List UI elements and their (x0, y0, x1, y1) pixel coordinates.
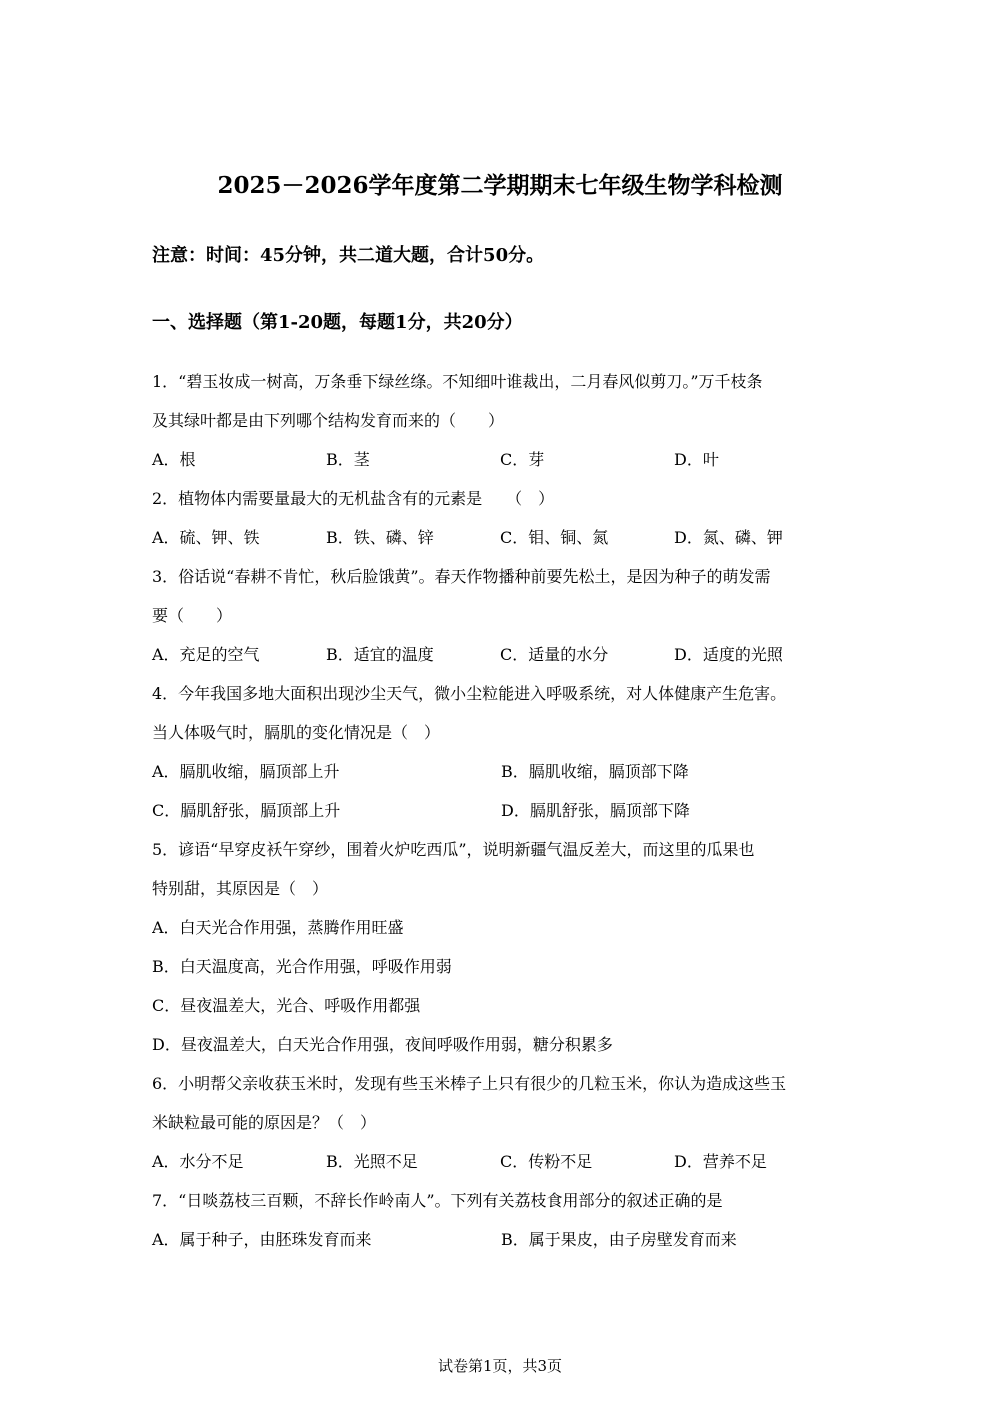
question-4-options-row2 (152, 791, 852, 830)
option-b: B．光照不足 (326, 1152, 418, 1171)
question-7-options (152, 1220, 852, 1259)
question-1-stem-cont: 及其绿叶都是由下列哪个结构发育而来的（ ） (152, 411, 505, 430)
option-a: A．膈肌收缩，膈顶部上升 (152, 762, 340, 781)
option-a: A．充足的空气 (152, 645, 260, 664)
question-1-stem: 1．“碧玉妆成一树高，万条垂下绿丝绦。不知细叶谁裁出，二月春风似剪刀。”万千枝条 (152, 372, 763, 391)
option-d: D．适度的光照 (674, 645, 783, 664)
question-6-stem: 6．小明帮父亲收获玉米时，发现有些玉米棒子上只有很少的几粒玉米，你认为造成这些玉 (152, 1074, 787, 1093)
option-c: C．钼、铜、氮 (500, 528, 609, 547)
option-d: D．昼夜温差大，白天光合作用强，夜间呼吸作用弱，糖分积累多 (152, 1035, 613, 1054)
option-b: B．适宜的温度 (326, 645, 434, 664)
option-d: D．氮、磷、钾 (674, 528, 783, 547)
question-4-stem: 4．今年我国多地大面积出现沙尘天气，微小尘粒能进入呼吸系统，对人体健康产生危害。 (152, 684, 787, 703)
page-footer: 试卷第1页，共3页 (437, 1357, 563, 1375)
option-b: B．白天温度高，光合作用强，呼吸作用弱 (152, 957, 452, 976)
question-list (152, 362, 852, 1259)
option-d: D．营养不足 (674, 1152, 767, 1171)
question-4-options-row1 (152, 752, 852, 791)
option-d: D．膈肌舒张，膈顶部下降 (501, 801, 690, 820)
option-c: C．芽 (500, 450, 545, 469)
option-b: B．膈肌收缩，膈顶部下降 (501, 762, 689, 781)
option-d: D．叶 (674, 450, 719, 469)
option-a: A．白天光合作用强，蒸腾作用旺盛 (152, 918, 404, 937)
option-c: C．昼夜温差大，光合、呼吸作用都强 (152, 996, 421, 1015)
question-6-stem-cont: 米缺粒最可能的原因是？（ ） (152, 1113, 377, 1132)
question-5-stem-cont: 特别甜，其原因是（ ） (152, 879, 329, 898)
question-3-stem: 3．俗话说“春耕不肯忙，秋后脸饿黄”。春天作物播种前要先松土，是因为种子的萌发需 (152, 567, 771, 586)
section-heading: 一、选择题（第1-20题，每题1分，共20分） (152, 312, 523, 333)
question-7-stem: 7．“日啖荔枝三百颗，不辞长作岭南人”。下列有关荔枝食用部分的叙述正确的是 (152, 1191, 723, 1210)
option-b: B．茎 (326, 450, 370, 469)
question-3-options (152, 635, 852, 674)
option-a: A．根 (152, 450, 196, 469)
option-a: A．属于种子，由胚珠发育而来 (152, 1230, 372, 1249)
option-c: C．膈肌舒张，膈顶部上升 (152, 801, 341, 820)
option-a: A．水分不足 (152, 1152, 244, 1171)
question-2-stem: 2．植物体内需要量最大的无机盐含有的元素是 （ ） (152, 489, 555, 508)
option-b: B．铁、磷、锌 (326, 528, 434, 547)
exam-note: 注意：时间：45分钟，共二道大题，合计50分。 (152, 245, 545, 266)
option-c: C．传粉不足 (500, 1152, 593, 1171)
question-3-stem-cont: 要（ ） (152, 606, 233, 625)
question-6-options (152, 1142, 852, 1181)
option-a: A．硫、钾、铁 (152, 528, 260, 547)
question-1-options (152, 440, 852, 479)
question-2-options (152, 518, 852, 557)
question-5-stem: 5．谚语“早穿皮袄午穿纱，围着火炉吃西瓜”，说明新疆气温反差大，而这里的瓜果也 (152, 840, 755, 859)
question-4-stem-cont: 当人体吸气时，膈肌的变化情况是（ ） (152, 723, 441, 742)
option-b: B．属于果皮，由子房壁发育而来 (501, 1230, 737, 1249)
option-c: C．适量的水分 (500, 645, 609, 664)
exam-title: 2025－2026学年度第二学期期末七年级生物学科检测 (217, 172, 783, 199)
